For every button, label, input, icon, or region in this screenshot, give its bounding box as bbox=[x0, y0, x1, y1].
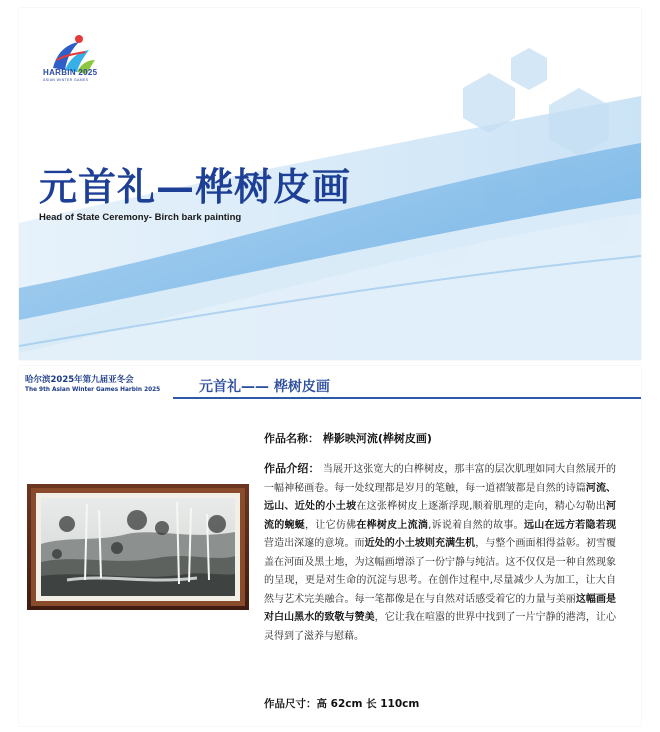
title-divider bbox=[173, 397, 641, 399]
description-text: ,诉说着自然的故事。 bbox=[428, 519, 524, 531]
description-text: 当展开这张宽大的白桦树皮，那丰富的层次肌理如同大自然展开的一幅神秘画卷。每一处纹理都是岁月的笔触，每一道褶皱都是自然的诗篇 bbox=[264, 464, 616, 494]
artwork-name-row bbox=[264, 430, 616, 446]
description-emphasis: 这幅画是对白山黑水的致敬与赞美 bbox=[264, 593, 617, 623]
artwork-size-row bbox=[264, 696, 419, 711]
organizer-name-cn: 哈尔滨2025年第九届亚冬会 bbox=[25, 375, 134, 385]
artwork-description-body bbox=[264, 464, 616, 642]
artwork-name-label: 作品名称： bbox=[264, 432, 319, 445]
organizer-name-en: The 9th Asian Winter Games Harbin 2025 bbox=[25, 387, 161, 393]
title-slide bbox=[19, 8, 641, 360]
birch-bark-painting-image bbox=[27, 484, 249, 610]
description-text: ，与整个画面相得益彰。初雪覆盖在河面及黑土地，为这幅画增添了一份宁静与纯洁。这不仅仅是一种自然现象的呈现，更是对生命的沉淀与思考。在创作过程中,尽量减少人为加工，让大自然与艺术完美融合。每一笔都像是在与自然对话感受着它的力量与美丽 bbox=[264, 538, 617, 605]
logo-text bbox=[43, 68, 113, 82]
artwork-slide bbox=[19, 366, 641, 726]
page-subtitle: Head of State Ceremony- Birch bark painting bbox=[39, 212, 242, 223]
description-text: 在这张桦树皮上逐渐浮现,顺着肌理的走向，精心勾勒出 bbox=[356, 501, 607, 512]
description-text: 营造出深邃的意境。而 bbox=[264, 538, 365, 549]
description-text: ，它让我在喧嚣的世界中找到了一片宁静的港湾，让心灵得到了滋养与慰藉。 bbox=[264, 612, 617, 642]
artwork-description bbox=[264, 460, 616, 646]
description-emphasis: 远山在远方若隐若现 bbox=[523, 519, 617, 531]
organizer-header bbox=[25, 373, 160, 393]
page-title: 元首礼—桦树皮画 bbox=[39, 164, 352, 209]
description-text: ，让它仿佛 bbox=[305, 519, 357, 531]
logo-line1: HARBIN 2025 bbox=[43, 68, 98, 77]
artwork-size-label: 作品尺寸： bbox=[264, 698, 317, 710]
logo-line2: ASIAN WINTER GAMES bbox=[43, 78, 89, 82]
description-emphasis: 河流的蜿蜒 bbox=[264, 501, 617, 531]
artwork-name-value: 桦影映河流(桦树皮画) bbox=[322, 432, 432, 445]
artwork-info bbox=[264, 430, 616, 646]
description-emphasis: 在桦树皮上流淌 bbox=[356, 519, 429, 531]
description-emphasis: 近处的小土坡则充满生机 bbox=[364, 538, 476, 549]
description-emphasis: 河流、远山、近处的小土坡 bbox=[264, 482, 617, 512]
artwork-size-value: 高 62cm 长 110cm bbox=[316, 698, 420, 710]
section-title: 元首礼—— 桦树皮画 bbox=[199, 379, 330, 395]
artwork-description-label: 作品介绍： bbox=[264, 462, 320, 475]
